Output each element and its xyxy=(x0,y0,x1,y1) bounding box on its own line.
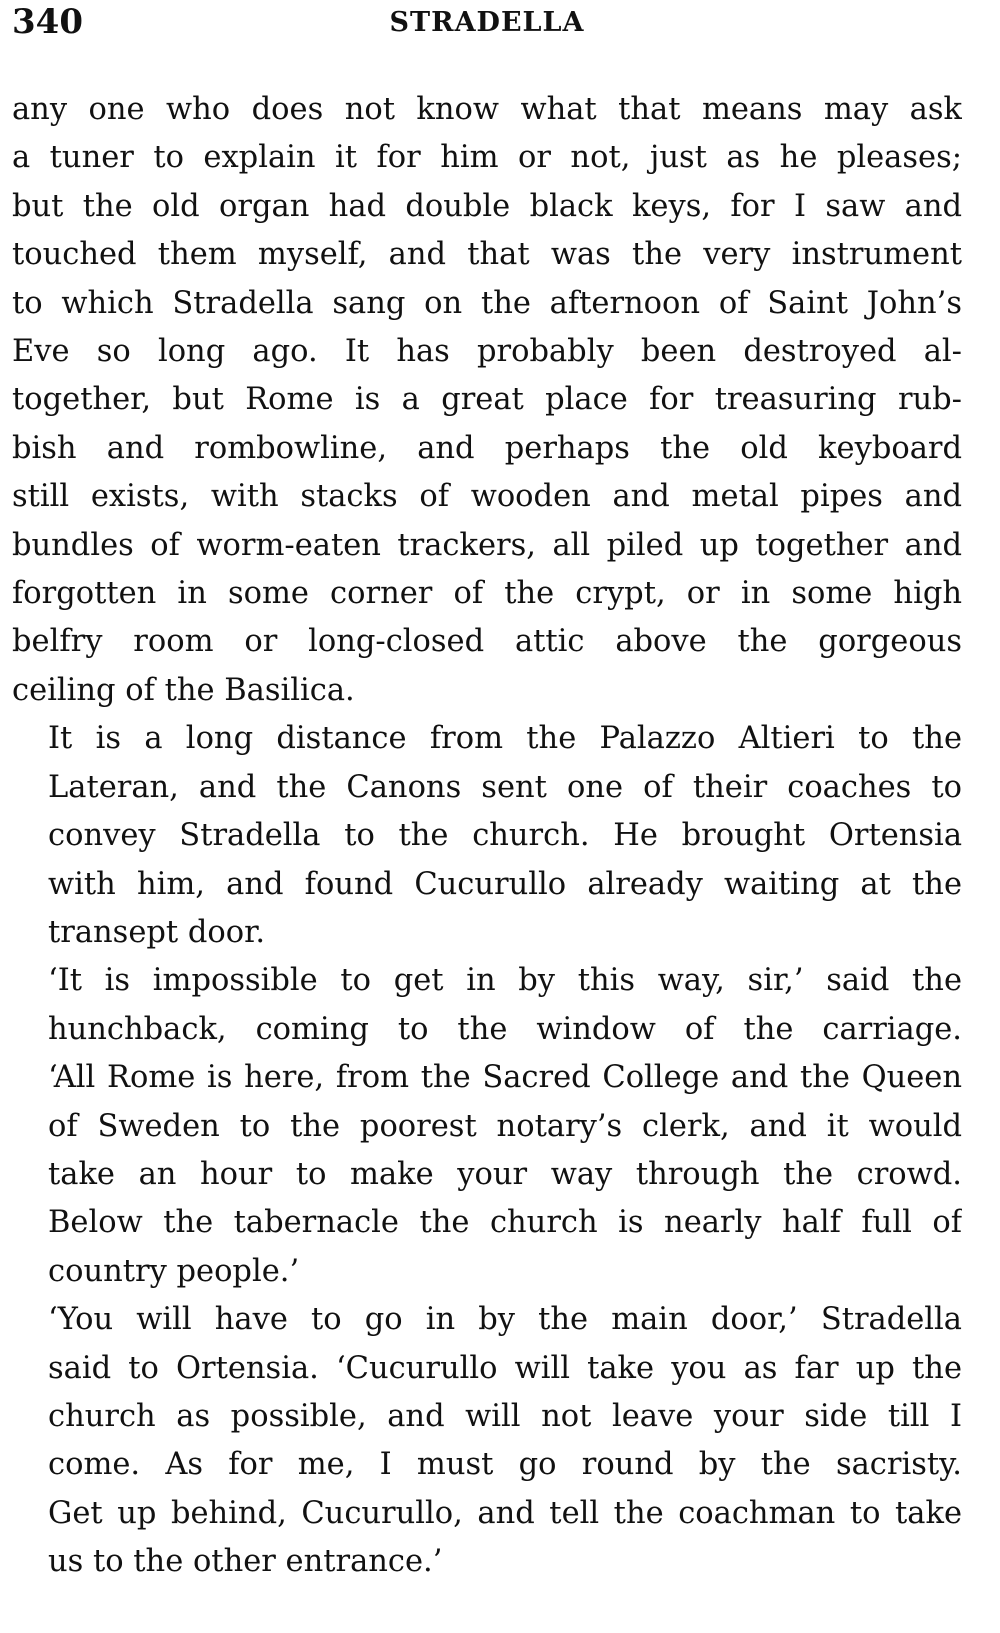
running-head xyxy=(12,0,962,58)
text-line: with him, and found Cucurullo already waiting at the xyxy=(48,866,962,902)
text-line: transept door. xyxy=(48,914,266,950)
text-line: hunchback, coming to the window of the carriage. xyxy=(48,1011,962,1047)
text-line: any one who does not know what that means may ask xyxy=(12,92,962,127)
text-line: still exists, with stacks of wooden and metal pipes and xyxy=(12,479,962,515)
text-line: Lateran, and the Canons sent one of their coaches to xyxy=(48,769,962,805)
text-line: touched them myself, and that was the very instrument xyxy=(12,237,962,273)
text-line: ceiling of the Basilica. xyxy=(12,672,355,708)
text-line: ‘You will have to go in by the main door,’ Stradella xyxy=(48,1302,962,1338)
text-line: country people.’ xyxy=(48,1253,300,1289)
text-line: It is a long distance from the Palazzo Altieri to the xyxy=(48,721,962,757)
text-line: a tuner to explain it for him or not, just as he pleases; xyxy=(12,140,962,176)
text-line: ‘All Rome is here, from the Sacred College and the Queen xyxy=(48,1060,962,1096)
text-line: together, but Rome is a great place for treasuring rub- xyxy=(12,382,962,418)
text-line: belfry room or long-closed attic above the gorgeous xyxy=(12,624,962,660)
running-title: STRADELLA xyxy=(389,7,585,38)
text-line: forgotten in some corner of the crypt, or in some high xyxy=(12,576,962,612)
text-line: but the old organ had double black keys, for I saw and xyxy=(12,188,962,224)
text-line: church as possible, and will not leave your side till I xyxy=(48,1398,962,1434)
text-line: Below the tabernacle the church is nearly half full of xyxy=(48,1205,962,1241)
paragraph xyxy=(12,86,962,715)
body-text xyxy=(12,86,962,1587)
text-line: come. As for me, I must go round by the sacristy. xyxy=(48,1447,962,1483)
text-line: Eve so long ago. It has probably been destroyed al- xyxy=(12,334,962,370)
page-number: 340 xyxy=(12,2,83,42)
paragraph xyxy=(12,715,962,957)
text-line: ‘It is impossible to get in by this way, sir,’ said the xyxy=(48,963,962,999)
text-line: bish and rombowline, and perhaps the old keyboard xyxy=(12,430,962,466)
text-line: us to the other entrance.’ xyxy=(48,1544,443,1580)
text-line: bundles of worm-eaten trackers, all piled up together and xyxy=(12,527,962,563)
text-line: Get up behind, Cucurullo, and tell the coachman to take xyxy=(48,1495,962,1531)
paragraph xyxy=(12,957,962,1296)
text-line: said to Ortensia. ‘Cucurullo will take you as far up the xyxy=(48,1350,962,1386)
text-line: of Sweden to the poorest notary’s clerk, and it would xyxy=(48,1108,962,1144)
text-line: convey Stradella to the church. He brought Ortensia xyxy=(48,818,962,854)
paragraph xyxy=(12,1296,962,1586)
text-line: take an hour to make your way through the crowd. xyxy=(48,1156,962,1192)
text-line: to which Stradella sang on the afternoon of Saint John’s xyxy=(12,285,962,321)
